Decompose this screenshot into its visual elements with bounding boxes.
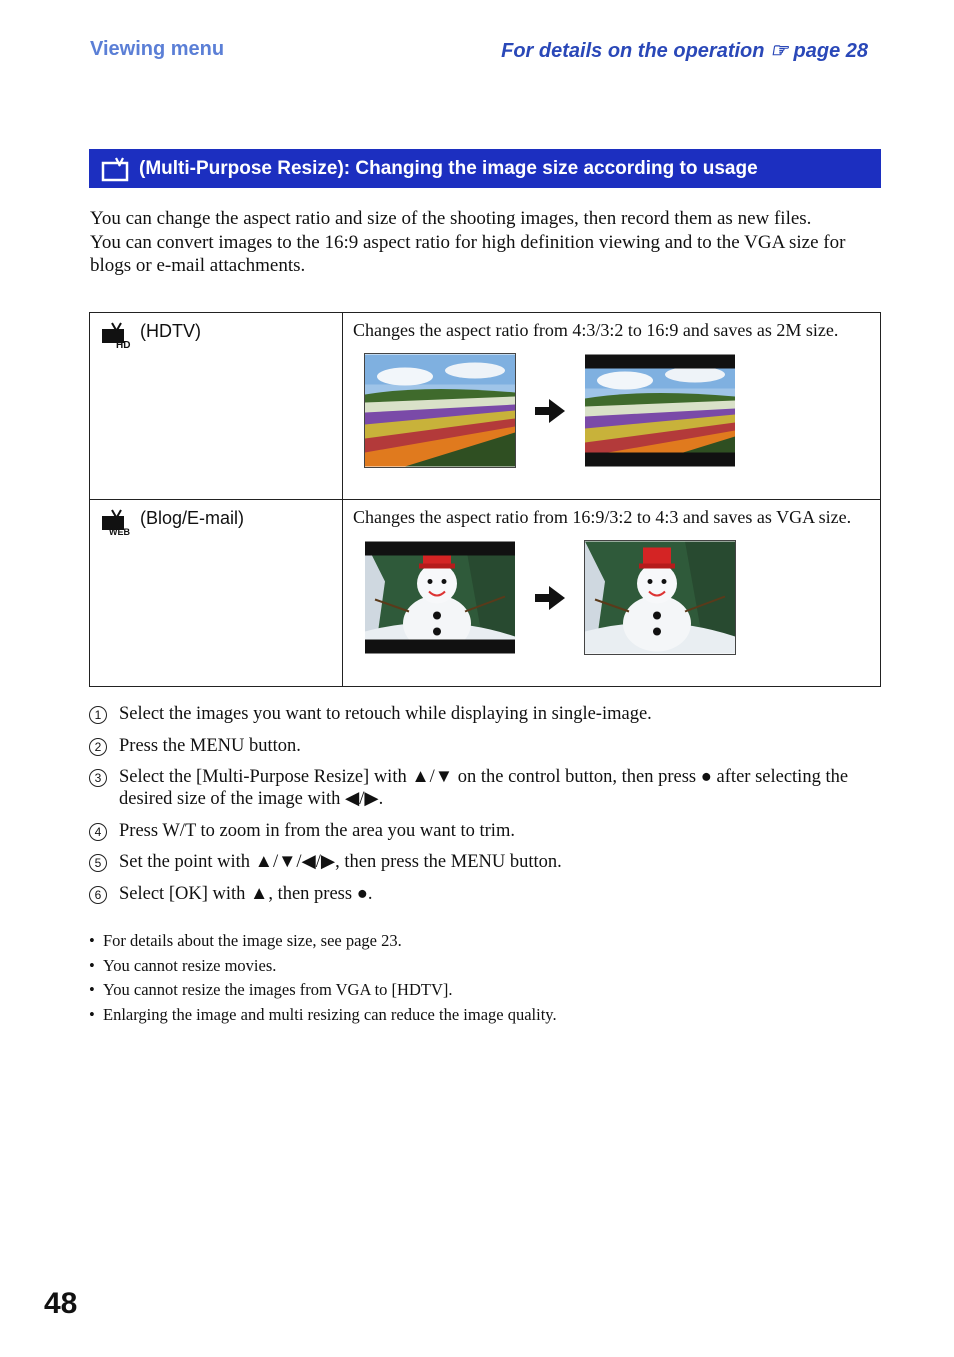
step-text: Press W/T to zoom in from the area you want to trim.: [119, 820, 515, 841]
step-number: 5: [89, 854, 107, 872]
bullet: •: [89, 931, 95, 950]
step-number: 4: [89, 823, 107, 841]
step-text: Press the MENU button.: [119, 735, 301, 756]
blog-email-example-images: [343, 529, 880, 654]
option-description-cell: [343, 500, 881, 687]
bullet: •: [89, 955, 95, 975]
option-description-hdtv: Changes the aspect ratio from 4:3/3:2 to 16:9 and saves as 2M size.: [353, 320, 839, 340]
svg-text:HD: HD: [116, 340, 131, 349]
note-item: [89, 1003, 879, 1028]
note-text: Enlarging the image and multi resizing can reduce the image quality.: [103, 1004, 557, 1024]
snowman-photo-4-3: [585, 541, 735, 654]
step-item: [89, 851, 879, 873]
step-item: [89, 703, 879, 725]
section-header: Viewing menu: [90, 38, 225, 60]
operation-reference: For details on the operation ☞ page 28: [501, 40, 868, 62]
svg-text:WEB: WEB: [109, 527, 130, 536]
option-label-blog-email: (Blog/E-mail): [140, 508, 245, 528]
section-title-bar: [89, 149, 881, 188]
section-title: (Multi-Purpose Resize): Changing the image size according to usage: [139, 157, 758, 179]
note-text: You cannot resize the images from VGA to [HDTV].: [103, 980, 453, 999]
bullet: •: [89, 1004, 95, 1024]
bullet: •: [89, 980, 95, 999]
step-number: 2: [89, 738, 107, 756]
step-item: [89, 735, 879, 757]
step-item: [89, 766, 879, 810]
step-item: [89, 883, 879, 905]
intro-text: [90, 207, 870, 278]
step-item: [89, 820, 879, 842]
page-number: 48: [44, 1287, 78, 1320]
step-number: 6: [89, 886, 107, 904]
step-number: 3: [89, 769, 107, 787]
note-item: [89, 978, 879, 1003]
option-row-blog-email: [90, 500, 881, 687]
field-photo-original: [365, 354, 515, 467]
note-item: [89, 929, 879, 954]
multi-purpose-resize-icon: [101, 156, 131, 182]
step-text: Select the [Multi-Purpose Resize] with ▲/▼ on the control button, then press ● after selecting the desired size of the image with ◀/▶.: [119, 767, 849, 809]
intro-paragraph-2: You can convert images to the 16:9 aspect ratio for high definition viewing and to the VGA size for blogs or e-mail attachments.: [90, 231, 846, 276]
step-text: Select the images you want to retouch while displaying in single-image.: [119, 704, 652, 724]
snowman-photo-16-9: [365, 541, 515, 654]
option-row-hdtv: [90, 313, 881, 500]
step-text: Select [OK] with ▲, then press ●.: [119, 883, 373, 904]
resize-options-table: [89, 312, 881, 687]
resize-web-icon: [100, 508, 134, 536]
intro-paragraph-1: You can change the aspect ratio and size of the shooting images, then record them as new files.: [90, 208, 812, 229]
field-photo-16-9: [585, 354, 735, 467]
option-label-hdtv: (HDTV): [140, 321, 201, 341]
option-description-blog-email: Changes the aspect ratio from 16:9/3:2 to 4:3 and saves as VGA size.: [353, 507, 852, 527]
note-text: For details about the image size, see page 23.: [103, 931, 402, 950]
step-number: 1: [89, 706, 107, 724]
right-arrow-icon: [535, 586, 565, 610]
step-text: Set the point with ▲/▼/◀/▶, then press the MENU button.: [119, 852, 562, 872]
notes-list: [89, 929, 879, 1027]
right-arrow-icon: [535, 399, 565, 423]
option-label-cell: [90, 500, 343, 687]
option-description-cell: [343, 313, 881, 500]
note-item: [89, 954, 879, 979]
hdtv-example-images: [343, 342, 880, 467]
resize-hd-icon: [100, 321, 134, 349]
procedure-steps: [89, 703, 879, 914]
note-text: You cannot resize movies.: [103, 955, 277, 975]
option-label-cell: [90, 313, 343, 500]
